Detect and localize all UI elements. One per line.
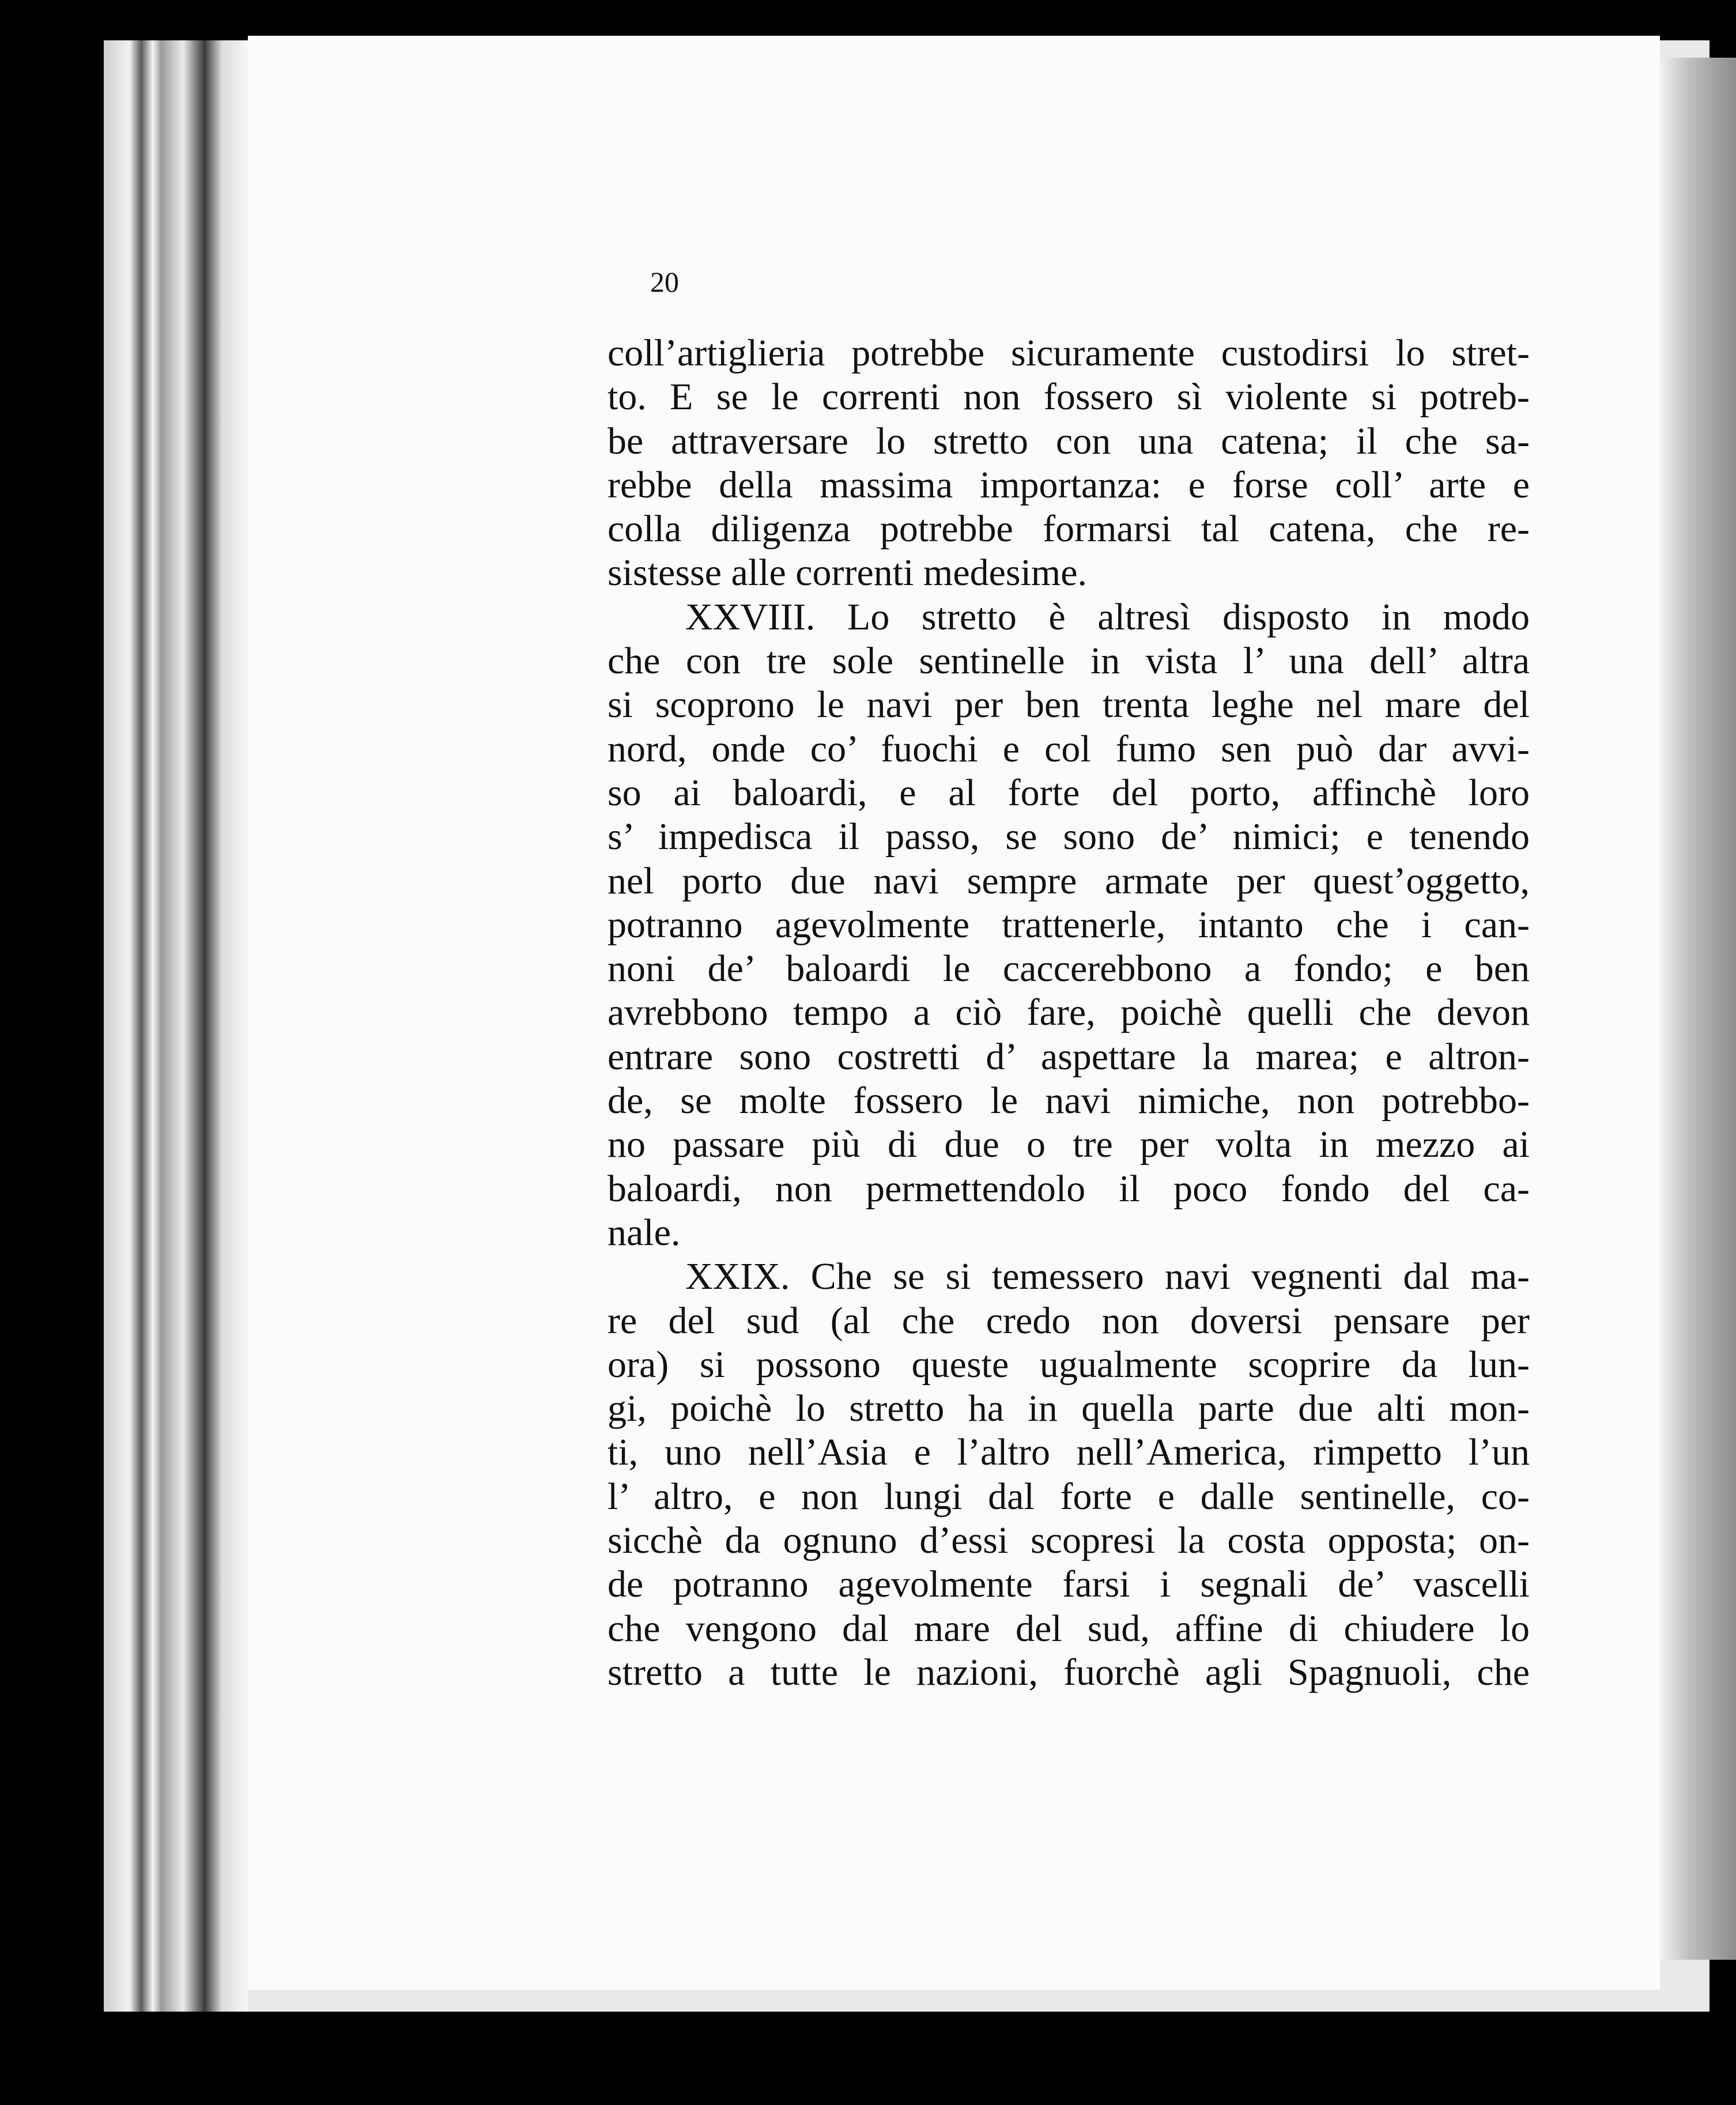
body-text (607, 331, 1530, 1695)
text-line: gi, poichè lo stretto ha in quella parte due alti mon- (607, 1387, 1530, 1430)
text-line: re del sud (al che credo non doversi pensare per (607, 1299, 1530, 1342)
text-line: rebbe della massima importanza: e forse coll’ arte e (607, 463, 1530, 506)
text-line: nord, onde co’ fuochi e col fumo sen può dar avvi- (607, 727, 1530, 770)
text-line: ora) si possono queste ugualmente scoprire da lun- (607, 1343, 1530, 1386)
page-edge-right (1660, 58, 1736, 1960)
text-line: potranno agevolmente trattenerle, intanto che i can- (607, 903, 1530, 946)
text-line: si scoprono le navi per ben trenta leghe nel mare del (607, 684, 1530, 726)
text-line: coll’artiglieria potrebbe sicuramente custodirsi lo stret- (607, 332, 1530, 374)
section-heading-line: XXVIII. Lo stretto è altresì disposto in modo (685, 595, 1530, 638)
text-line: de potranno agevolmente farsi i segnali de’ vascelli (607, 1563, 1530, 1606)
text-line: l’ altro, e non lungi dal forte e dalle sentinelle, co- (607, 1475, 1530, 1518)
text-line: noni de’ baloardi le caccerebbono a fondo; e ben (607, 948, 1530, 990)
text-line: colla diligenza potrebbe formarsi tal catena, che re- (607, 508, 1530, 550)
text-line: so ai baloardi, e al forte del porto, affinchè loro (607, 771, 1530, 814)
text-line: nel porto due navi sempre armate per quest’oggetto, (607, 859, 1530, 902)
text-line: stretto a tutte le nazioni, fuorchè agli Spagnuoli, che (607, 1651, 1530, 1693)
text-line: avrebbono tempo a ciò fare, poichè quelli che devon (607, 991, 1530, 1034)
text-line: to. E se le correnti non fossero sì violente si potreb- (607, 376, 1530, 418)
text-line: be attraversare lo stretto con una catena; il che sa- (607, 420, 1530, 462)
text-line: entrare sono costretti d’ aspettare la marea; e altron- (607, 1035, 1530, 1078)
text-line: che con tre sole sentinelle in vista l’ una dell’ altra (607, 640, 1530, 682)
text-line: che vengono dal mare del sud, affine di chiudere lo (607, 1607, 1530, 1650)
section-heading-line: XXIX. Che se si temessero navi vegnenti dal ma- (685, 1255, 1530, 1298)
text-line: sistesse alle correnti medesime. (607, 552, 1088, 594)
text-line: nale. (607, 1211, 681, 1254)
text-line: ti, uno nell’Asia e l’altro nell’America, rimpetto l’un (607, 1431, 1530, 1474)
book-gutter (104, 40, 248, 2012)
text-line: de, se molte fossero le navi nimiche, non potrebbo- (607, 1080, 1530, 1122)
text-line: sicchè da ognuno d’essi scopresi la costa opposta; on- (607, 1519, 1530, 1562)
page-number: 20 (650, 266, 679, 298)
text-line: s’ impedisca il passo, se sono de’ nimici; e tenendo (607, 816, 1530, 858)
text-line: baloardi, non permettendolo il poco fondo del ca- (607, 1167, 1530, 1210)
text-line: no passare più di due o tre per volta in mezzo ai (607, 1123, 1530, 1166)
